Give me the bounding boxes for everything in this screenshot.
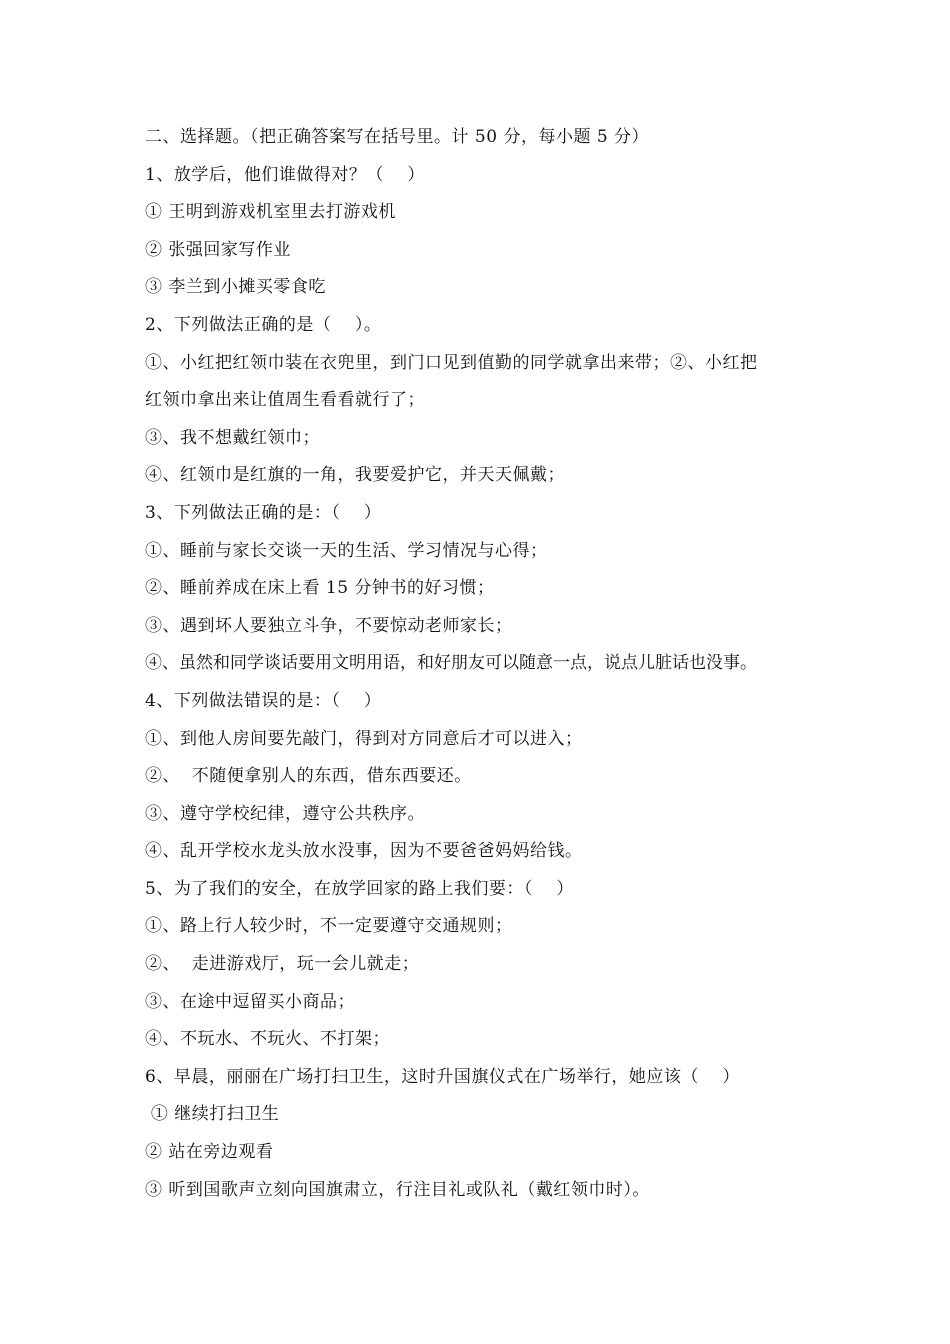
option: ④、红领巾是红旗的一角，我要爱护它，并天天佩戴；	[145, 465, 565, 486]
question-stem: 6、早晨，丽丽在广场打扫卫生，这时升国旗仪式在广场举行，她应该（ ）	[145, 1066, 740, 1087]
option: ③ 李兰到小摊买零食吃	[145, 277, 326, 298]
question-stem: 1、放学后，他们谁做得对？（ ）	[145, 164, 425, 185]
option: ①、小红把红领巾装在衣兜里，到门口见到值勤的同学就拿出来带；②、小红把	[145, 352, 758, 373]
section-title: 二、选择题。（把正确答案写在括号里。计 50 分，每小题 5 分）	[145, 127, 650, 147]
question-stem: 5、为了我们的安全，在放学回家的路上我们要：（ ）	[145, 878, 574, 899]
option: ① 王明到游戏机室里去打游戏机	[145, 202, 396, 223]
option: ③ 听到国歌声立刻向国旗肃立，行注目礼或队礼（戴红领巾时）。	[145, 1179, 650, 1200]
option: ①、路上行人较少时，不一定要遵守交通规则；	[145, 916, 513, 937]
option: ② 站在旁边观看	[145, 1142, 274, 1163]
option: ③、我不想戴红领巾；	[145, 427, 320, 448]
option: ③、遵守学校纪律，遵守公共秩序。	[145, 803, 425, 824]
option: 红领巾拿出来让值周生看看就行了；	[145, 390, 425, 411]
question-stem: 2、下列做法正确的是（ ）。	[145, 314, 382, 335]
option: ①、到他人房间要先敲门，得到对方同意后才可以进入；	[145, 728, 583, 749]
option: ②、 不随便拿别人的东西，借东西要还。	[145, 766, 472, 787]
option: ②、睡前养成在床上看 15 分钟书的好习惯；	[145, 578, 495, 599]
exam-page	[145, 119, 825, 1209]
question-stem: 3、下列做法正确的是：（ ）	[145, 502, 382, 523]
option: ① 继续打扫卫生	[145, 1104, 280, 1125]
option: ④、乱开学校水龙头放水没事，因为不要爸爸妈妈给钱。	[145, 841, 583, 862]
option: ③、在途中逗留买小商品；	[145, 991, 355, 1012]
option: ②、 走进游戏厅，玩一会儿就走；	[145, 954, 420, 975]
option: ④、虽然和同学谈话要用文明用语，和好朋友可以随意一点，说点儿脏话也没事。	[145, 653, 757, 674]
option: ①、睡前与家长交谈一天的生活、学习情况与心得；	[145, 540, 548, 561]
option: ④、不玩水、不玩火、不打架；	[145, 1029, 390, 1050]
option: ③、遇到坏人要独立斗争，不要惊动老师家长；	[145, 615, 513, 636]
question-stem: 4、下列做法错误的是：（ ）	[145, 690, 382, 711]
option: ② 张强回家写作业	[145, 239, 291, 260]
